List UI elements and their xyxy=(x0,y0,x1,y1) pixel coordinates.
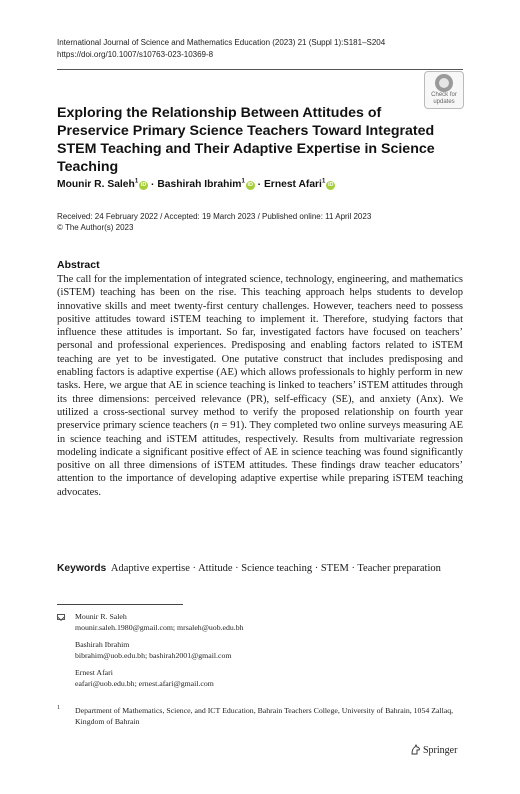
keywords-section xyxy=(57,562,463,577)
corresponding-authors xyxy=(57,611,244,695)
keywords-list: Adaptive expertise · Attitude · Science teaching · STEM · Teacher preparation xyxy=(110,563,441,574)
journal-header xyxy=(57,37,385,61)
springer-horse-icon xyxy=(410,744,421,755)
keywords-label: Keywords xyxy=(57,563,107,574)
author-name: Mounir R. Saleh xyxy=(57,179,135,191)
contact-name: Ernest Afari xyxy=(75,668,113,677)
author-affiliation-mark: 1 xyxy=(321,179,326,185)
affiliation-text: Department of Mathematics, Science, and ICT Education, Bahrain Teachers College, University of Bahrain, 1054 Zallaq, Kingdom of Bahrain xyxy=(75,706,454,726)
publication-history: Received: 24 February 2022 / Accepted: 19 March 2023 / Published online: 11 April 2023 xyxy=(57,212,372,221)
check-for-updates-line1: Check for xyxy=(431,92,457,98)
contact-email[interactable]: bibrahim@uob.edu.bh; bashirah2001@gmail.com xyxy=(75,651,232,660)
abstract-heading: Abstract xyxy=(57,259,100,271)
contact-entry xyxy=(57,611,244,633)
abstract-text-part2: = 91). They completed two online surveys measuring AE in science teaching and iSTEM attitudes, respectively. Results from multivariate regression modeling indicate a significant positive effect of AE in science teaching was found significantly positive on all three dimensions of iSTEM attitudes. These findings draw teacher educators’ attention to the importance of developing adaptive expertise while preparing iSTEM teaching advocates. xyxy=(57,420,463,498)
footnote-rule xyxy=(57,604,183,605)
article-title: Exploring the Relationship Between Attitudes of Preservice Primary Science Teachers Toward Integrated STEM Teaching and Their Adaptive Expertise in Science Teaching xyxy=(57,105,435,175)
publication-dates xyxy=(57,211,371,233)
copyright-line: © The Author(s) 2023 xyxy=(57,223,134,232)
contact-entry xyxy=(57,667,244,689)
journal-citation: International Journal of Science and Mathematics Education (2023) 21 (Suppl 1):S181–S204 xyxy=(57,38,386,47)
doi-link[interactable]: https://doi.org/10.1007/s10763-023-10369-8 xyxy=(57,50,214,59)
author-name: Bashirah Ibrahim xyxy=(157,179,242,191)
orcid-icon[interactable]: iD xyxy=(328,182,334,189)
orcid-icon[interactable]: iD xyxy=(247,182,254,189)
author-1[interactable] xyxy=(57,179,148,190)
publisher-logo xyxy=(410,744,457,756)
abstract-text-part1: The call for the implementation of integrated science, technology, engineering, and mathematics (iSTEM) teaching has been on the rise. This teaching approach helps students to develop innovative skills and meet twenty-first century challenges. However, teachers need to possess positive attitudes toward iSTEM teaching to implement it. Therefore, studying factors that influence these attitudes is important. So far, investigated factors have focused on teachers’ personal and professional experiences. Predisposing and enabling factors related to iSTEM teaching are yet to be investigated. One putative construct that includes predisposing and enabling factors is adaptive expertise (AE) which allows professionals to highly perform in new tasks. Here, we argue that AE in science teaching is linked to teachers’ iSTEM attitudes through its three dimensions: perceived relevance (PR), self-efficacy (SE), and anxiety (Anx). We utilized a cross-sectional survey method to verify the proposed relationship on fourth year preservice primary science teachers ( xyxy=(57,274,463,432)
contact-name: Bashirah Ibrahim xyxy=(75,640,130,649)
publisher-name: Springer xyxy=(423,745,458,756)
author-2[interactable] xyxy=(157,179,254,190)
check-for-updates-icon xyxy=(435,74,453,92)
author-separator: · xyxy=(254,179,264,191)
check-for-updates-line2: updates xyxy=(433,98,455,105)
contact-entry xyxy=(57,639,244,661)
author-separator: · xyxy=(148,179,158,191)
envelope-icon xyxy=(57,614,65,620)
contact-email[interactable]: eafari@uob.edu.bh; ernest.afari@gmail.com xyxy=(75,679,214,688)
author-affiliation-mark: 1 xyxy=(241,179,245,185)
affiliation-number: 1 xyxy=(57,705,60,711)
header-rule xyxy=(57,69,463,70)
author-3[interactable] xyxy=(264,179,335,190)
sample-size-symbol: n xyxy=(213,420,219,432)
contact-name: Mounir R. Saleh xyxy=(75,612,127,621)
contact-email[interactable]: mounir.saleh.1980@gmail.com; mrsaleh@uob.edu.bh xyxy=(75,623,244,632)
orcid-icon[interactable]: iD xyxy=(140,182,147,189)
affiliation-footnote xyxy=(57,705,467,727)
author-affiliation-mark: 1 xyxy=(134,179,139,185)
abstract-body xyxy=(57,273,463,499)
author-name: Ernest Afari xyxy=(263,179,322,191)
author-list xyxy=(57,179,335,190)
